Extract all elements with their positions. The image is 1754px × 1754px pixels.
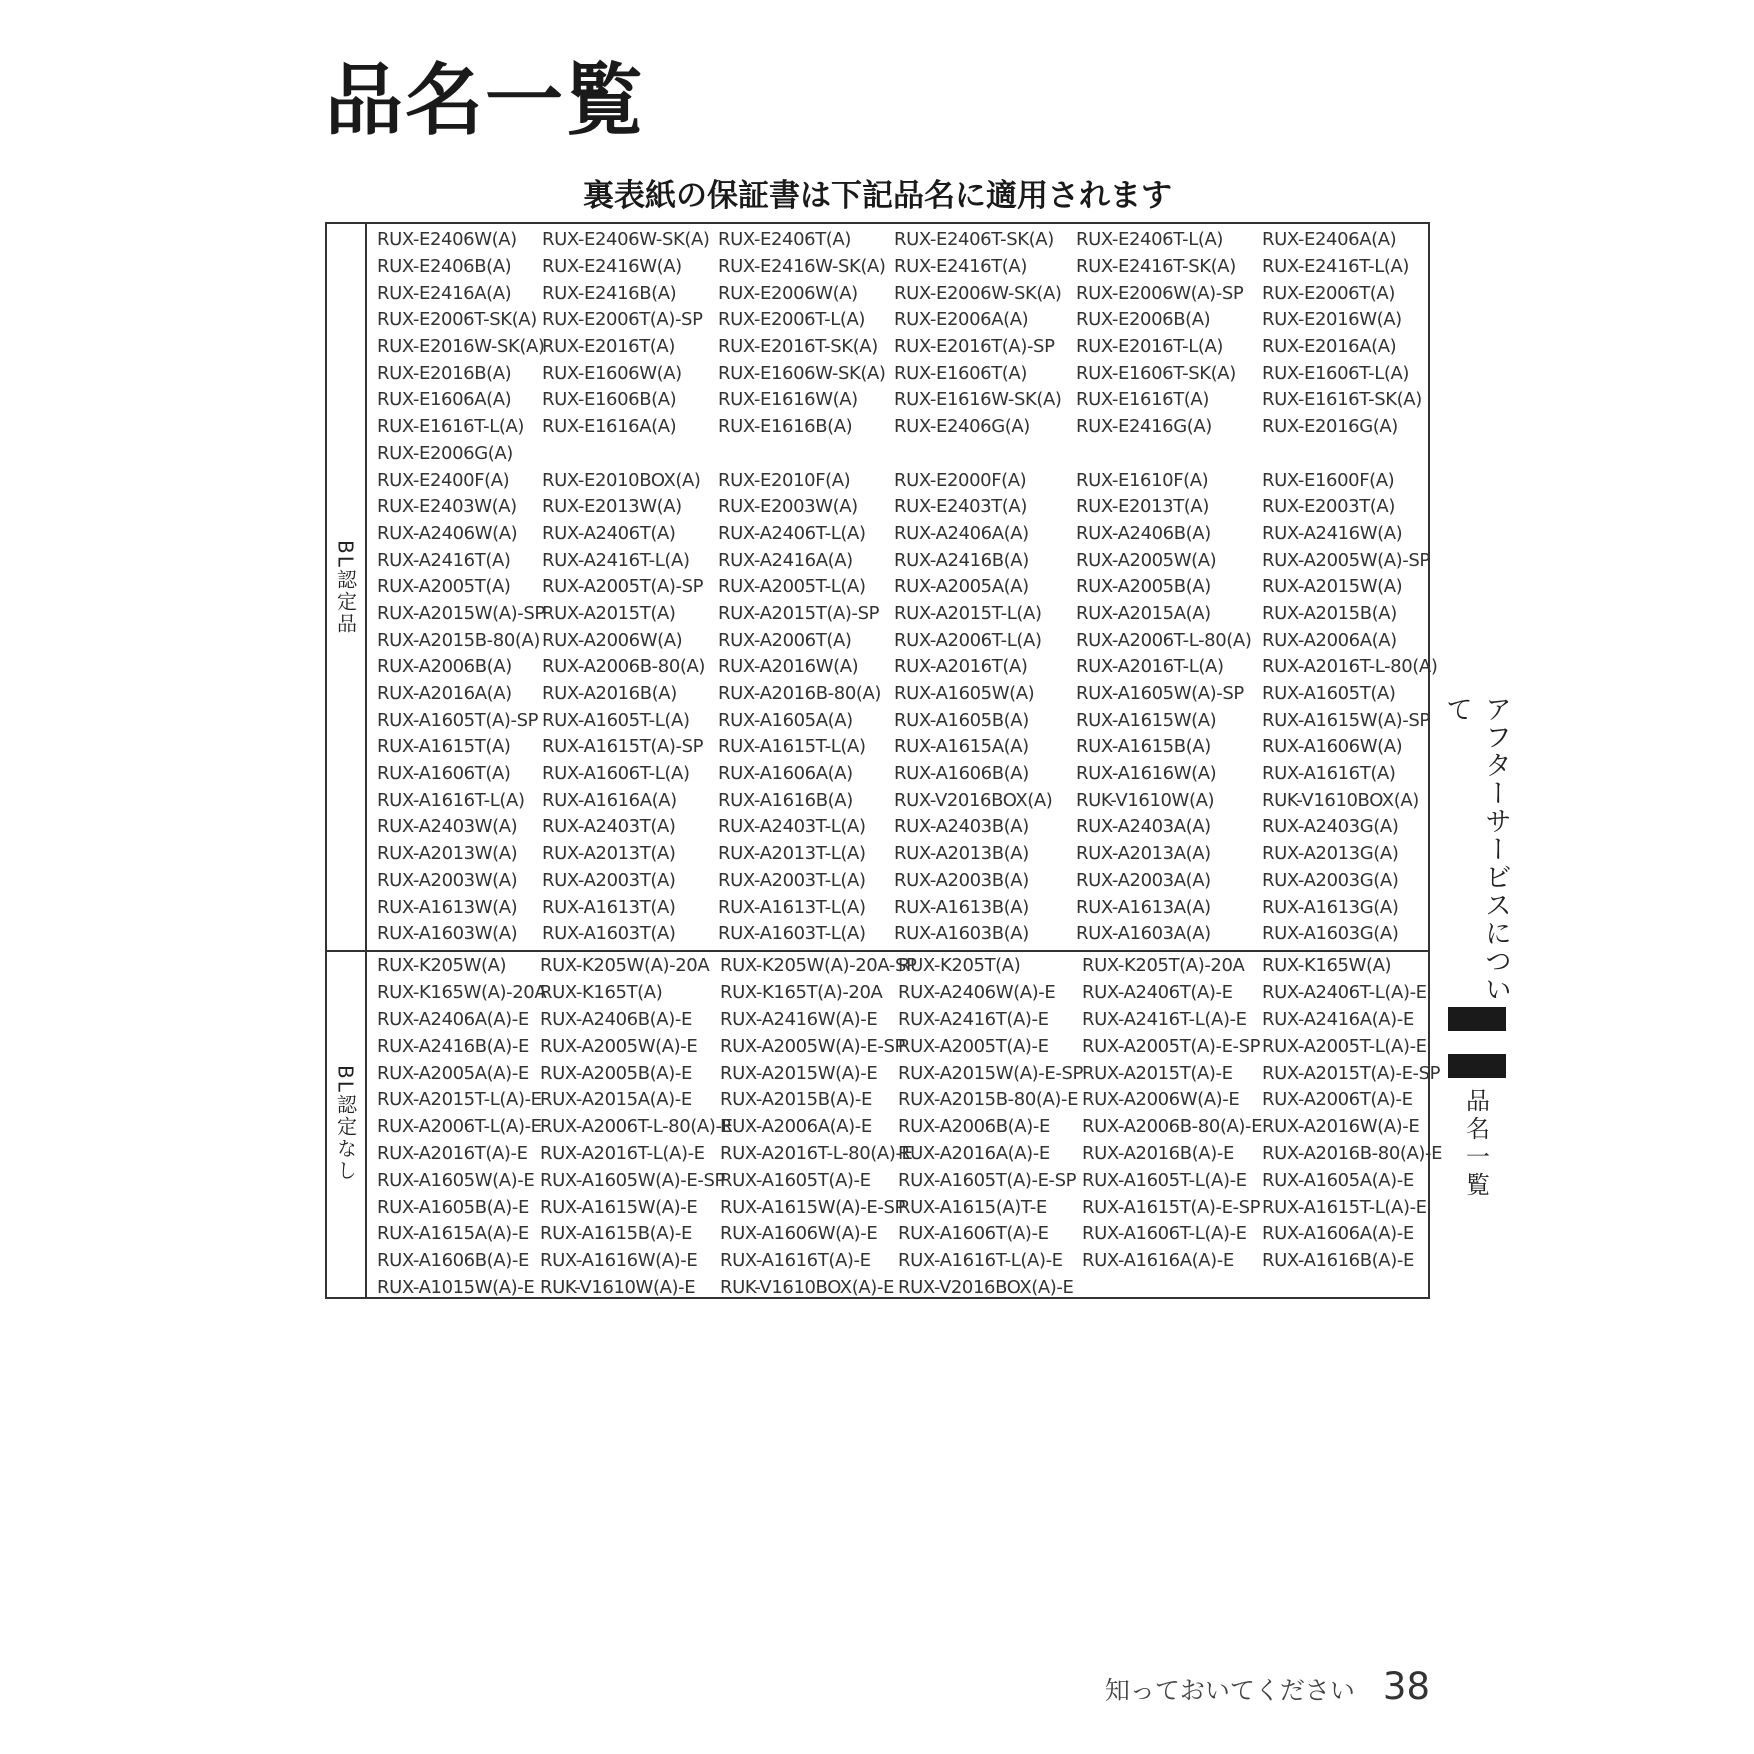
table-row — [377, 227, 1428, 254]
product-model-cell: RUX-A2015W(A) — [1262, 576, 1403, 598]
product-model-cell: RUX-A1606W(A) — [1262, 736, 1403, 758]
table-row — [377, 1087, 1428, 1114]
product-model-cell: RUX-K165W(A)-20A — [377, 982, 547, 1004]
section-label-cell — [327, 950, 367, 1297]
product-model-cell: RUX-A2016T-L(A) — [1076, 656, 1224, 678]
product-model-cell: RUX-A2006B-80(A)-E — [1082, 1116, 1263, 1138]
product-model-cell: RUX-E2006A(A) — [894, 309, 1029, 331]
side-nav — [1441, 695, 1511, 1200]
product-model-cell: RUX-A2005B(A) — [1076, 576, 1211, 598]
product-model-cell: RUX-A2416B(A)-E — [377, 1035, 529, 1057]
product-model-cell: RUX-A2406B(A)-E — [540, 1008, 692, 1030]
product-model-cell: RUX-E2006G(A) — [377, 442, 513, 464]
product-model-cell: RUX-A2016W(A)-E — [1262, 1116, 1420, 1138]
product-model-cell: RUX-A2015T(A)-E — [1082, 1062, 1233, 1084]
product-grid — [377, 953, 1443, 1301]
product-model-cell: RUX-A2013W(A) — [377, 843, 518, 865]
product-model-cell: RUX-A2015A(A)-E — [540, 1089, 692, 1111]
product-model-cell: RUX-A1603T(A) — [542, 923, 676, 945]
product-model-cell: RUX-E2016B(A) — [377, 362, 512, 384]
product-model-cell: RUX-E2406G(A) — [894, 416, 1030, 438]
product-model-cell: RUX-A2003A(A) — [1076, 869, 1211, 891]
product-model-cell: RUX-E2006W(A)-SP — [1076, 282, 1244, 304]
side-nav-marker — [1448, 1054, 1506, 1078]
product-model-cell: RUX-A2003T(A) — [542, 869, 676, 891]
product-model-cell: RUX-A1615T-L(A) — [718, 736, 866, 758]
product-model-cell: RUX-A1615B(A) — [1076, 736, 1211, 758]
product-model-cell: RUX-E2403T(A) — [894, 496, 1027, 518]
product-model-cell: RUX-A2006B-80(A) — [542, 656, 706, 678]
product-model-cell: RUX-E2003W(A) — [718, 496, 858, 518]
product-model-cell: RUX-A1615W(A)-E-SP — [720, 1196, 905, 1218]
section-bl-uncertified — [327, 950, 1443, 1298]
table-row — [377, 1248, 1428, 1275]
product-model-cell: RUX-E2006T(A) — [1262, 282, 1395, 304]
footer-text: 知っておいてください — [1104, 1676, 1355, 1705]
product-model-cell: RUX-A2403G(A) — [1262, 816, 1399, 838]
table-row — [377, 360, 1428, 387]
product-model-cell: RUX-A2005W(A) — [1076, 549, 1217, 571]
product-model-cell: RUX-E2016A(A) — [1262, 336, 1397, 358]
product-model-cell: RUX-E2416B(A) — [542, 282, 677, 304]
product-model-cell: RUX-A1606W(A)-E — [720, 1223, 878, 1245]
product-model-cell: RUX-V2016BOX(A)-E — [898, 1276, 1074, 1298]
product-model-cell: RUX-A2005T(A) — [377, 576, 511, 598]
table-row — [377, 921, 1428, 948]
product-model-cell: RUX-A1603B(A) — [894, 923, 1029, 945]
product-model-cell: RUX-A1606A(A) — [718, 763, 853, 785]
section-label: BL認定なし — [333, 1065, 358, 1182]
product-model-cell: RUX-E2406A(A) — [1262, 229, 1397, 251]
product-table — [325, 222, 1443, 1299]
table-row — [377, 601, 1428, 628]
product-model-cell: RUX-E1600F(A) — [1262, 469, 1395, 491]
table-row — [377, 814, 1428, 841]
product-model-cell: RUX-E2006T(A)-SP — [542, 309, 703, 331]
table-row — [377, 1033, 1428, 1060]
product-model-cell: RUX-A1606T-L(A) — [542, 763, 690, 785]
product-model-cell: RUK-V1610W(A)-E — [540, 1276, 696, 1298]
table-row — [377, 953, 1428, 980]
product-model-cell: RUX-A1605T(A)-SP — [377, 709, 539, 731]
product-model-cell: RUX-A2403A(A) — [1076, 816, 1211, 838]
product-model-cell: RUX-A2006B(A) — [377, 656, 512, 678]
table-row — [377, 868, 1428, 895]
product-model-cell: RUX-E2016T-SK(A) — [718, 336, 878, 358]
product-model-cell: RUX-A2006B(A)-E — [898, 1116, 1050, 1138]
product-model-cell: RUX-A1616T(A)-E — [720, 1250, 871, 1272]
product-grid — [377, 227, 1438, 948]
product-model-cell: RUX-A2406T(A) — [542, 522, 676, 544]
product-model-cell: RUX-A1616T(A) — [1262, 763, 1396, 785]
product-model-cell: RUX-A2003W(A) — [377, 869, 518, 891]
table-row — [377, 787, 1428, 814]
table-row — [377, 280, 1428, 307]
product-model-cell: RUX-E2416W-SK(A) — [718, 256, 886, 278]
product-model-cell: RUX-E2006W-SK(A) — [894, 282, 1062, 304]
product-model-cell: RUX-A2016B-80(A)-E — [1262, 1142, 1443, 1164]
table-row — [377, 441, 1428, 468]
product-model-cell: RUX-A2016A(A) — [377, 683, 512, 705]
product-model-cell: RUX-A2005W(A)-SP — [1262, 549, 1430, 571]
product-model-cell: RUX-A2016B-80(A) — [718, 683, 882, 705]
product-model-cell: RUX-A1615A(A) — [894, 736, 1029, 758]
product-model-cell: RUX-A1613T(A) — [542, 896, 676, 918]
product-model-cell: RUX-E2406T-L(A) — [1076, 229, 1224, 251]
product-model-cell: RUX-A2016B(A) — [542, 683, 677, 705]
page-title: 品名一覧 — [325, 56, 646, 146]
product-model-cell: RUX-A2006T-L(A)-E — [377, 1116, 542, 1138]
product-model-cell: RUX-A1605T(A) — [1262, 683, 1396, 705]
product-model-cell: RUX-A1615B(A)-E — [540, 1223, 692, 1245]
product-model-cell: RUX-A1615W(A) — [1076, 709, 1217, 731]
product-model-cell: RUX-E2003T(A) — [1262, 496, 1395, 518]
product-model-cell: RUX-E1616B(A) — [718, 416, 853, 438]
product-model-cell: RUX-A1616T-L(A) — [377, 789, 525, 811]
product-model-cell: RUX-A1615A(A)-E — [377, 1223, 529, 1245]
table-row — [377, 521, 1428, 548]
product-model-cell: RUX-A1613B(A) — [894, 896, 1029, 918]
table-row — [377, 841, 1428, 868]
product-model-cell: RUK-V1610BOX(A)-E — [720, 1276, 894, 1298]
product-model-cell: RUX-K205W(A) — [377, 955, 507, 977]
product-model-cell: RUX-A2406T-L(A) — [718, 522, 866, 544]
product-model-cell: RUX-A2005B(A)-E — [540, 1062, 692, 1084]
table-row — [377, 654, 1438, 681]
product-model-cell: RUX-A2016T(A)-E — [377, 1142, 528, 1164]
product-model-cell: RUX-A2003B(A) — [894, 869, 1029, 891]
product-model-cell: RUX-A2416B(A) — [894, 549, 1029, 571]
product-model-cell: RUX-E2013W(A) — [542, 496, 682, 518]
product-model-cell: RUX-A1615W(A)-E — [540, 1196, 698, 1218]
product-model-cell: RUX-A2016T-L(A)-E — [540, 1142, 705, 1164]
product-model-cell: RUX-A2406T(A)-E — [1082, 982, 1233, 1004]
product-model-cell: RUX-A2005T(A)-E-SP — [1082, 1035, 1261, 1057]
product-model-cell: RUX-E2000F(A) — [894, 469, 1027, 491]
product-model-cell: RUX-K205W(A)-20A — [540, 955, 710, 977]
product-model-cell: RUX-A2015T(A)-E-SP — [1262, 1062, 1441, 1084]
product-model-cell: RUX-A1605B(A) — [894, 709, 1029, 731]
product-model-cell: RUX-A2015A(A) — [1076, 602, 1211, 624]
product-model-cell: RUK-V1610BOX(A) — [1262, 789, 1419, 811]
product-model-cell: RUX-A2006T-L-80(A)-E — [540, 1116, 733, 1138]
product-model-cell: RUX-E2013T(A) — [1076, 496, 1209, 518]
section-label: BL認定品 — [333, 539, 358, 635]
product-model-cell: RUX-E1610F(A) — [1076, 469, 1209, 491]
product-model-cell: RUX-A2406A(A)-E — [377, 1008, 529, 1030]
product-model-cell: RUX-K205T(A)-20A — [1082, 955, 1245, 977]
product-model-cell: RUX-A2003G(A) — [1262, 869, 1399, 891]
product-model-cell: RUX-A2403T(A) — [542, 816, 676, 838]
product-model-cell: RUX-A1613T-L(A) — [718, 896, 866, 918]
product-model-cell: RUX-E2010BOX(A) — [542, 469, 701, 491]
product-model-cell: RUX-A2006T-L-80(A) — [1076, 629, 1252, 651]
product-model-cell: RUX-A2013T-L(A) — [718, 843, 866, 865]
product-model-cell: RUX-A2015B(A) — [1262, 602, 1397, 624]
product-model-cell: RUX-A2015B-80(A)-E — [898, 1089, 1079, 1111]
product-model-cell: RUX-A1605W(A) — [894, 683, 1035, 705]
product-model-cell: RUX-A2403B(A) — [894, 816, 1029, 838]
table-row — [377, 627, 1428, 654]
product-model-cell: RUX-A2005T(A)-E — [898, 1035, 1049, 1057]
product-model-cell: RUX-A1615(A)T-E — [898, 1196, 1047, 1218]
product-model-cell: RUX-E1606T(A) — [894, 362, 1027, 384]
product-model-cell: RUX-A2015W(A)-E-SP — [898, 1062, 1083, 1084]
product-model-cell: RUX-A1615T(A) — [377, 736, 511, 758]
product-model-cell: RUX-E2416G(A) — [1076, 416, 1212, 438]
product-model-cell: RUX-A1605T(A)-E — [720, 1169, 871, 1191]
table-subtitle: 裏表紙の保証書は下記品名に適用されます — [583, 178, 1172, 214]
table-row — [377, 761, 1428, 788]
table-row — [377, 494, 1428, 521]
product-model-cell: RUX-A1606T-L(A)-E — [1082, 1223, 1247, 1245]
product-model-cell: RUX-A1616W(A)-E — [540, 1250, 698, 1272]
product-model-cell: RUX-A2016A(A)-E — [898, 1142, 1050, 1164]
product-model-cell: RUX-A2005T-L(A) — [718, 576, 866, 598]
product-model-cell: RUX-E2016T(A) — [542, 336, 675, 358]
product-model-cell: RUX-A2015B-80(A) — [377, 629, 541, 651]
product-model-cell: RUX-A2015W(A)-E — [720, 1062, 878, 1084]
table-row — [377, 1167, 1428, 1194]
product-model-cell: RUX-E2016W(A) — [1262, 309, 1402, 331]
product-model-cell: RUX-A1613W(A) — [377, 896, 518, 918]
table-row — [377, 254, 1428, 281]
product-model-cell: RUX-A1616W(A) — [1076, 763, 1217, 785]
product-model-cell: RUX-K205T(A) — [898, 955, 1021, 977]
page-footer — [1105, 1665, 1430, 1708]
product-model-cell: RUX-E2006T-L(A) — [718, 309, 866, 331]
product-model-cell: RUX-A2403W(A) — [377, 816, 518, 838]
page-number: 38 — [1382, 1665, 1430, 1708]
product-model-cell: RUX-E2403W(A) — [377, 496, 517, 518]
product-model-cell: RUX-E1616W-SK(A) — [894, 389, 1062, 411]
product-model-cell: RUX-A2005A(A) — [894, 576, 1029, 598]
product-model-cell: RUX-E2416T(A) — [894, 256, 1027, 278]
product-model-cell: RUX-A1616T-L(A)-E — [898, 1250, 1063, 1272]
product-model-cell: RUX-E1616T(A) — [1076, 389, 1209, 411]
product-model-cell: RUX-A2416T-L(A) — [542, 549, 690, 571]
product-model-cell: RUX-E2406B(A) — [377, 256, 512, 278]
product-model-cell: RUX-A2005W(A)-E — [540, 1035, 698, 1057]
product-model-cell: RUX-A1605T-L(A) — [542, 709, 690, 731]
table-row — [377, 387, 1428, 414]
product-model-cell: RUX-A1605W(A)-E — [377, 1169, 535, 1191]
table-row — [377, 1221, 1428, 1248]
product-model-cell: RUX-A2416A(A)-E — [1262, 1008, 1414, 1030]
product-model-cell: RUX-A2015T-L(A)-E — [377, 1089, 542, 1111]
product-model-cell: RUX-E2406W(A) — [377, 229, 517, 251]
product-model-cell: RUX-A2005T-L(A)-E — [1262, 1035, 1427, 1057]
product-model-cell: RUX-A2006A(A) — [1262, 629, 1397, 651]
product-model-cell: RUX-A1606A(A)-E — [1262, 1223, 1414, 1245]
product-model-cell: RUX-A2015T(A)-SP — [718, 602, 880, 624]
product-model-cell: RUX-E1616W(A) — [718, 389, 858, 411]
side-nav-marker — [1448, 1007, 1506, 1031]
product-model-cell: RUX-A1603G(A) — [1262, 923, 1399, 945]
product-model-cell: RUX-A1015W(A)-E — [377, 1276, 535, 1298]
table-row — [377, 1007, 1428, 1034]
table-row — [377, 1114, 1428, 1141]
product-model-cell: RUX-A2416W(A) — [1262, 522, 1403, 544]
product-model-cell: RUX-E2016W-SK(A) — [377, 336, 545, 358]
product-model-cell: RUX-A2406W(A)-E — [898, 982, 1056, 1004]
product-model-cell: RUX-A2015T-L(A) — [894, 602, 1042, 624]
product-model-cell: RUX-E1606W-SK(A) — [718, 362, 886, 384]
product-model-cell: RUX-E1606B(A) — [542, 389, 677, 411]
product-model-cell: RUX-E1606W(A) — [542, 362, 682, 384]
table-row — [377, 1060, 1441, 1087]
product-model-cell: RUX-A1616A(A)-E — [1082, 1250, 1234, 1272]
product-model-cell: RUX-A1616A(A) — [542, 789, 677, 811]
product-model-cell: RUX-A2416W(A)-E — [720, 1008, 878, 1030]
product-model-cell: RUX-A2015T(A) — [542, 602, 676, 624]
product-model-cell: RUX-A2416A(A) — [718, 549, 853, 571]
product-model-cell: RUX-A2406T-L(A)-E — [1262, 982, 1427, 1004]
product-model-cell: RUX-A1603W(A) — [377, 923, 518, 945]
product-model-cell: RUX-A2016W(A) — [718, 656, 859, 678]
product-model-cell: RUX-A1616B(A) — [718, 789, 853, 811]
product-model-cell: RUX-A2403T-L(A) — [718, 816, 866, 838]
product-model-cell: RUX-E2010F(A) — [718, 469, 851, 491]
product-model-cell: RUX-A2006W(A)-E — [1082, 1089, 1240, 1111]
product-model-cell: RUX-K205W(A)-20A-SP — [720, 955, 917, 977]
table-row — [377, 1194, 1428, 1221]
table-row — [377, 734, 1428, 761]
section-label-cell — [327, 224, 367, 950]
product-model-cell: RUX-A2006W(A) — [542, 629, 683, 651]
product-model-cell: RUX-E2416T-SK(A) — [1076, 256, 1236, 278]
product-model-cell: RUX-E1616T-L(A) — [377, 416, 525, 438]
product-model-cell: RUX-E2006T-SK(A) — [377, 309, 537, 331]
product-model-cell: RUX-A2406B(A) — [1076, 522, 1211, 544]
product-model-cell: RUX-A2016T-L-80(A) — [1262, 656, 1438, 678]
product-model-cell: RUX-A2016T-L-80(A)-E — [720, 1142, 913, 1164]
side-nav-section — [1441, 695, 1511, 1005]
product-model-cell: RUX-E1606T-SK(A) — [1076, 362, 1236, 384]
product-model-cell: RUK-V1610W(A) — [1076, 789, 1215, 811]
product-model-cell: RUX-E2006W(A) — [718, 282, 858, 304]
product-model-cell: RUX-E2016G(A) — [1262, 416, 1398, 438]
product-model-cell: RUX-A1615W(A)-SP — [1262, 709, 1430, 731]
side-nav-section-label: アフターサービスについて — [1441, 695, 1511, 1003]
product-model-cell: RUX-A2006A(A)-E — [720, 1116, 872, 1138]
product-model-cell: RUX-A1615T-L(A)-E — [1262, 1196, 1427, 1218]
product-model-cell: RUX-A2416T(A)-E — [898, 1008, 1049, 1030]
product-model-cell: RUX-E1616A(A) — [542, 416, 677, 438]
product-model-cell: RUX-A2005W(A)-E-SP — [720, 1035, 905, 1057]
product-model-cell: RUX-A2406A(A) — [894, 522, 1029, 544]
product-model-cell: RUX-E1616T-SK(A) — [1262, 389, 1422, 411]
product-model-cell: RUX-A2016B(A)-E — [1082, 1142, 1234, 1164]
table-row — [377, 574, 1428, 601]
product-model-cell: RUX-K165T(A)-20A — [720, 982, 883, 1004]
product-model-cell: RUX-E2406T(A) — [718, 229, 851, 251]
product-model-cell: RUX-A2006T-L(A) — [894, 629, 1042, 651]
side-nav-page — [1446, 1088, 1506, 1200]
product-model-cell: RUX-A1615T(A)-SP — [542, 736, 704, 758]
section-bl-certified — [327, 224, 1438, 952]
product-model-cell: RUX-A1605T-L(A)-E — [1082, 1169, 1247, 1191]
product-model-cell: RUX-A1613A(A) — [1076, 896, 1211, 918]
table-row — [377, 1275, 1428, 1302]
table-row — [377, 1141, 1443, 1168]
table-row — [377, 467, 1428, 494]
product-model-cell: RUX-E2400F(A) — [377, 469, 510, 491]
product-model-cell: RUX-K165T(A) — [540, 982, 663, 1004]
table-row — [377, 547, 1428, 574]
product-model-cell: RUX-A2013G(A) — [1262, 843, 1399, 865]
product-model-cell: RUX-E2016T-L(A) — [1076, 336, 1224, 358]
product-model-cell: RUX-A2015W(A)-SP — [377, 602, 545, 624]
product-model-cell: RUX-A1605A(A) — [718, 709, 853, 731]
table-row — [377, 681, 1428, 708]
product-model-cell: RUX-E1606T-L(A) — [1262, 362, 1410, 384]
product-model-cell: RUX-E2006B(A) — [1076, 309, 1211, 331]
product-model-cell: RUX-A2016T(A) — [894, 656, 1028, 678]
product-model-cell: RUX-A1606T(A) — [377, 763, 511, 785]
product-model-cell: RUX-A2006T(A)-E — [1262, 1089, 1413, 1111]
product-model-cell: RUX-A1605T(A)-E-SP — [898, 1169, 1077, 1191]
product-model-cell: RUX-A2015B(A)-E — [720, 1089, 872, 1111]
table-row — [377, 707, 1428, 734]
product-model-cell: RUX-A2416T-L(A)-E — [1082, 1008, 1247, 1030]
product-model-cell: RUX-A2013T(A) — [542, 843, 676, 865]
product-model-cell: RUX-A1603T-L(A) — [718, 923, 866, 945]
product-model-cell: RUX-E1606A(A) — [377, 389, 512, 411]
product-model-cell: RUX-A1613G(A) — [1262, 896, 1399, 918]
product-model-cell: RUX-V2016BOX(A) — [894, 789, 1053, 811]
table-row — [377, 894, 1428, 921]
product-model-cell: RUX-A2006T(A) — [718, 629, 852, 651]
product-model-cell: RUX-A2406W(A) — [377, 522, 518, 544]
product-model-cell: RUX-E2416T-L(A) — [1262, 256, 1410, 278]
product-model-cell: RUX-A1605B(A)-E — [377, 1196, 529, 1218]
product-model-cell: RUX-A2005T(A)-SP — [542, 576, 704, 598]
product-model-cell: RUX-A1605W(A)-SP — [1076, 683, 1244, 705]
product-model-cell: RUX-A1603A(A) — [1076, 923, 1211, 945]
product-model-cell: RUX-A2005A(A)-E — [377, 1062, 529, 1084]
table-row — [377, 414, 1428, 441]
product-model-cell: RUX-E2016T(A)-SP — [894, 336, 1055, 358]
product-model-cell: RUX-A1616B(A)-E — [1262, 1250, 1414, 1272]
product-model-cell: RUX-A1606B(A)-E — [377, 1250, 529, 1272]
table-row — [377, 307, 1428, 334]
product-model-cell: RUX-A2013A(A) — [1076, 843, 1211, 865]
product-model-cell: RUX-E2416A(A) — [377, 282, 512, 304]
table-row — [377, 334, 1428, 361]
product-model-cell: RUX-A1615T(A)-E-SP — [1082, 1196, 1261, 1218]
product-model-cell: RUX-K165W(A) — [1262, 955, 1392, 977]
product-model-cell: RUX-A1605W(A)-E-SP — [540, 1169, 725, 1191]
product-model-cell: RUX-A1606B(A) — [894, 763, 1029, 785]
product-model-cell: RUX-A1605A(A)-E — [1262, 1169, 1414, 1191]
product-model-cell: RUX-A2003T-L(A) — [718, 869, 866, 891]
product-model-cell: RUX-A2013B(A) — [894, 843, 1029, 865]
table-row — [377, 980, 1428, 1007]
product-model-cell: RUX-E2406W-SK(A) — [542, 229, 710, 251]
product-model-cell: RUX-A1606T(A)-E — [898, 1223, 1049, 1245]
product-model-cell: RUX-E2406T-SK(A) — [894, 229, 1054, 251]
product-model-cell: RUX-E2416W(A) — [542, 256, 682, 278]
side-nav-page-label: 品名一覧 — [1461, 1088, 1490, 1200]
product-model-cell: RUX-A2416T(A) — [377, 549, 511, 571]
